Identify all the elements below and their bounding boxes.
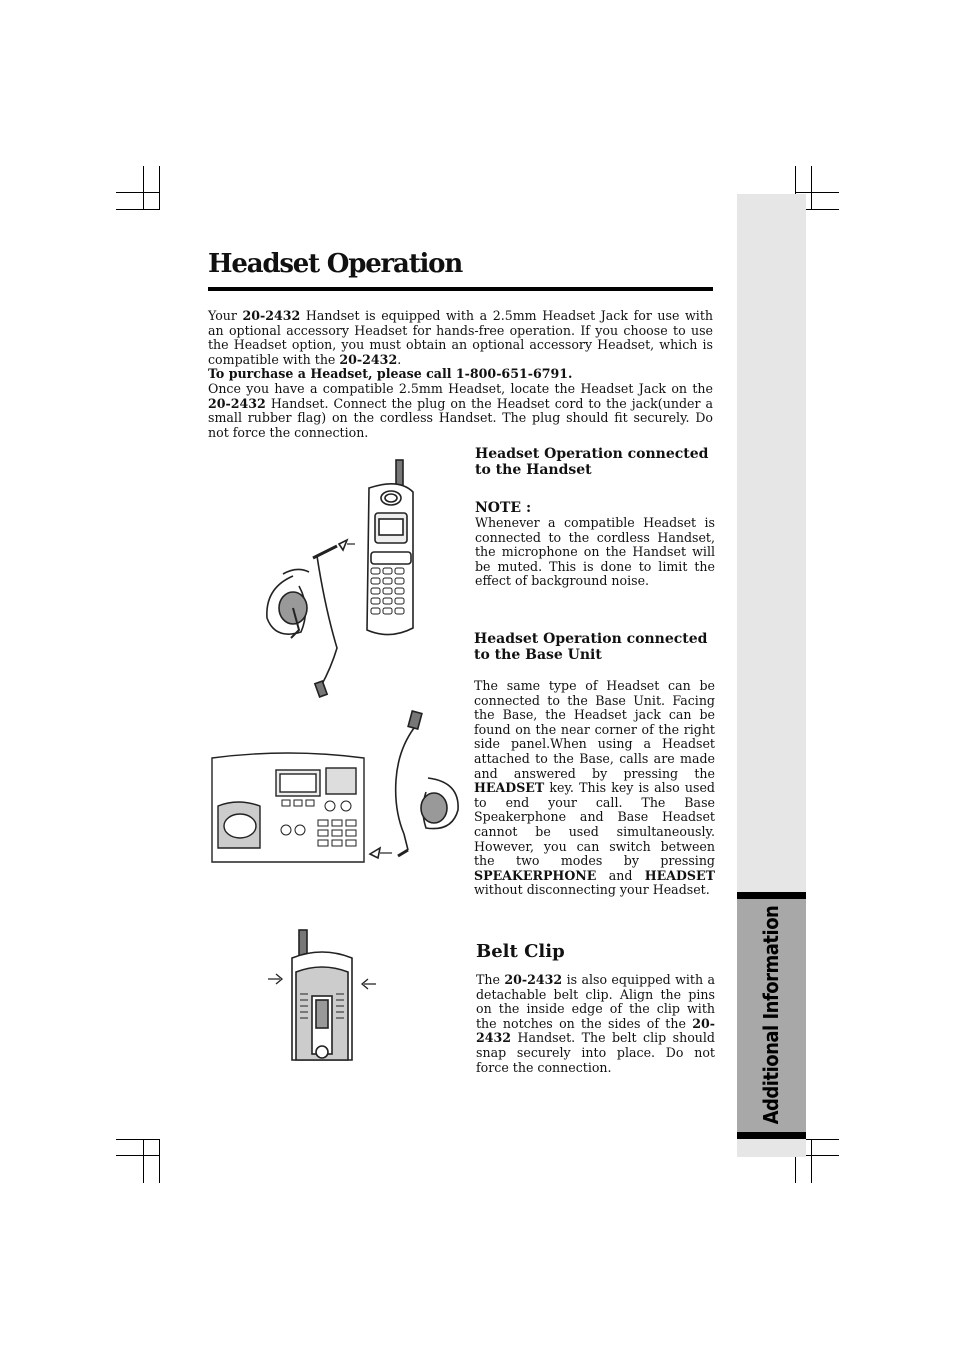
belt-clip-illustration bbox=[262, 928, 382, 1062]
note-text: Whenever a compatible Headset is connected to the cordless Handset, the microphone on the Handset will be muted. This is done to limit the effect of background noise. bbox=[475, 515, 715, 589]
text: Once you have a compatible 2.5mm Headset, locate the Headset Jack on the bbox=[208, 380, 713, 396]
belt-clip-text bbox=[476, 973, 715, 1075]
crop-mark bbox=[143, 1139, 144, 1183]
crop-mark bbox=[143, 166, 144, 210]
text: Your bbox=[208, 308, 243, 323]
handset-headset-illustration bbox=[255, 458, 425, 700]
intro-paragraph bbox=[208, 309, 713, 367]
crop-mark bbox=[116, 1155, 160, 1156]
text: is also equipped with a detachable belt clip. Align the pins on the inside edge of the clip with the notches on the sides of the bbox=[476, 972, 715, 1031]
model-number: 20-2432 bbox=[476, 1015, 715, 1046]
crop-mark bbox=[116, 1139, 160, 1140]
text: and bbox=[596, 867, 645, 883]
text: The bbox=[476, 972, 505, 987]
page-title: Headset Operation bbox=[208, 249, 463, 279]
model-number: 20-2432 bbox=[504, 972, 563, 987]
key-name: HEADSET bbox=[474, 780, 545, 796]
base-heading: Headset Operation connected to the Base Unit bbox=[474, 631, 708, 663]
text: Handset is equipped with a 2.5mm Headset Jack for use with an optional accessory Headset for hands-free operation. If you choose to use the Headset option, you must obtain an optional accessory Headset, which is compatible with the bbox=[208, 308, 713, 367]
crop-mark bbox=[159, 1139, 160, 1183]
crop-mark bbox=[116, 192, 160, 193]
model-number: 20-2432 bbox=[339, 351, 398, 367]
handset-section bbox=[475, 446, 715, 589]
model-number: 20-2432 bbox=[208, 395, 266, 411]
text: Handset. The belt clip should snap securely into place. Do not force the connection. bbox=[476, 1030, 715, 1075]
title-rule bbox=[208, 287, 713, 291]
base-section bbox=[474, 631, 715, 898]
crop-mark bbox=[159, 166, 160, 210]
base-unit-illustration bbox=[208, 750, 368, 868]
crop-mark bbox=[811, 166, 812, 210]
text: key. This key is also used to end your call. The Base Speakerphone and Base Headset cannot be used simultaneously. However, you can switch between the two modes by pressing bbox=[474, 780, 715, 869]
base-headset-illustration bbox=[368, 710, 468, 865]
handset-heading: Headset Operation connected to the Handset bbox=[475, 446, 709, 478]
key-name: HEADSET bbox=[644, 867, 715, 883]
belt-clip-section bbox=[476, 941, 715, 1075]
key-name: SPEAKERPHONE bbox=[474, 867, 597, 883]
intro-section bbox=[208, 309, 713, 440]
note-label: NOTE : bbox=[475, 500, 532, 516]
text: Handset. Connect the plug on the Headset cord to the jack(under a small rubber flag) on the cordless Handset. The plug should fit securely. Do not force the connection. bbox=[208, 395, 713, 440]
crop-mark bbox=[116, 209, 160, 210]
belt-clip-heading: Belt Clip bbox=[476, 941, 565, 962]
text: without disconnecting your Headset. bbox=[474, 882, 710, 898]
connect-paragraph bbox=[208, 382, 713, 440]
text: . bbox=[397, 351, 402, 367]
model-number: 20-2432 bbox=[242, 308, 301, 323]
purchase-line: To purchase a Headset, please call 1-800-651-6791. bbox=[208, 366, 573, 382]
base-text bbox=[474, 679, 715, 898]
crop-mark bbox=[811, 1139, 812, 1183]
crop-mark bbox=[795, 192, 839, 193]
side-tab-label: Additional Information bbox=[759, 905, 783, 1125]
text: The same type of Headset can be connected to the Base Unit. Facing the Base, the Headset jack can be found on the near corner of the right side panel.When using a Headset attached to the Base, calls are made and answered by pressing the bbox=[474, 678, 715, 781]
